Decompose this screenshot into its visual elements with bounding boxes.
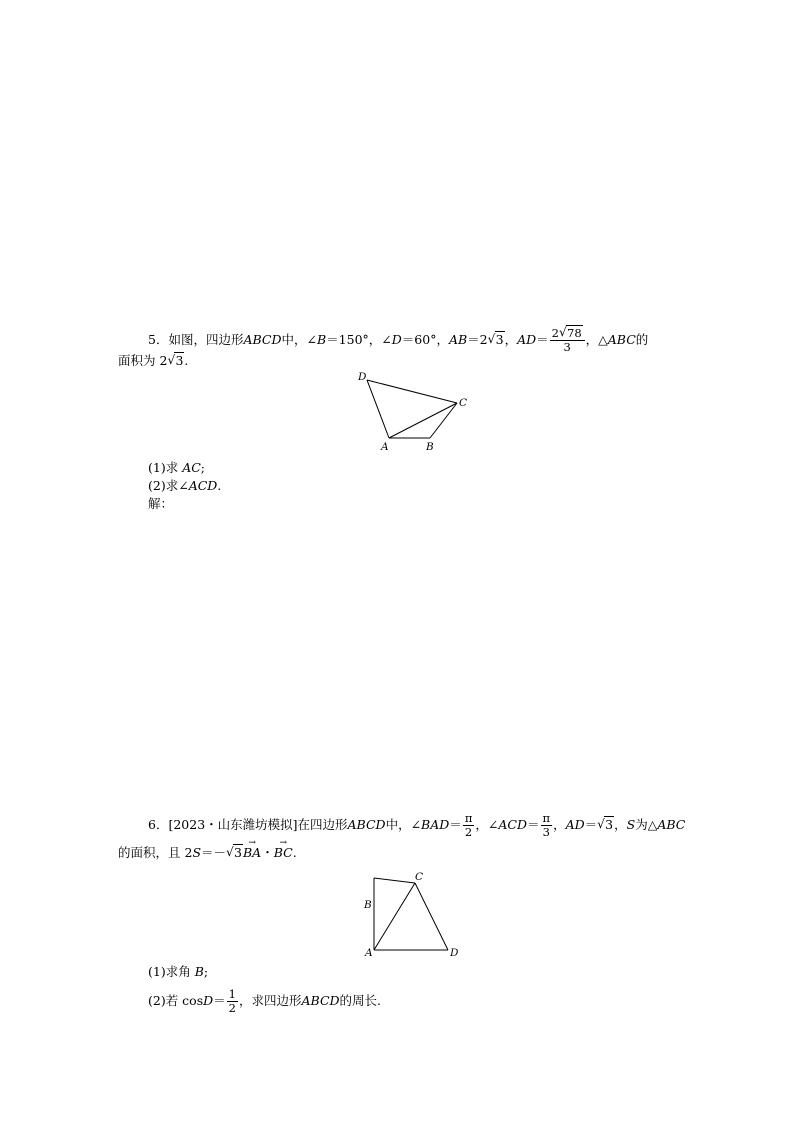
problem6-line2: 的面积，且 2S＝－ √ 3→ BA・→ BC. <box>118 845 297 861</box>
vector-BA: → BA <box>243 845 261 861</box>
edge-DC <box>367 380 457 403</box>
problem5-line2: 面积为 2 √ 3. <box>118 353 189 368</box>
label-C: C <box>459 397 468 409</box>
problem5-question2: (2)求∠ACD. <box>148 478 222 493</box>
problem6-question1: (1)求角 B; <box>148 964 209 979</box>
problem5-question1: (1)求 AC; <box>148 460 205 475</box>
label-D: D <box>450 947 459 959</box>
label-B: B <box>364 899 372 911</box>
vector-BC: → BC <box>274 845 293 861</box>
diagonal-AC <box>389 403 457 438</box>
problem6-question2: (2)若 cosD＝ $\frac{1}{2}$ ，求四边形ABCD的周长. <box>148 987 382 1015</box>
edge-DA <box>367 380 389 438</box>
fraction-ad: 2 √ 78 3 <box>550 327 585 354</box>
problem5-line1-full: 5．如图，四边形ABCD中，∠B＝150°，∠D＝60°，AB＝2 √ 3，AD＝ 2 √ 78 3 ，△ABC的 <box>148 325 649 354</box>
label-A: A <box>365 947 373 959</box>
fraction-pi-3: $\frac{\pi}{3}$ <box>542 811 551 839</box>
label-B: B <box>426 441 434 453</box>
edge-CD <box>415 883 448 950</box>
sqrt-3: √ 3 <box>487 332 504 347</box>
problem6-line1: 6．[2023・山东潍坊模拟]在四边形ABCD中，∠BAD＝ $\frac{\pi}{2}$ ，∠ACD＝ $\frac{\pi}{3}$ ，AD＝ √ 3，S为△ABC <box>148 811 686 839</box>
label-A: A <box>381 441 389 453</box>
fraction-half: $\frac{1}{2}$ <box>228 987 236 1015</box>
problem5-figure <box>350 368 480 456</box>
edge-BC <box>374 878 415 883</box>
label-D: D <box>358 371 367 383</box>
problem6-figure <box>360 868 465 960</box>
answer-label: 解： <box>148 496 174 511</box>
problem-number: 6 <box>148 817 156 832</box>
edge-BC <box>430 403 457 438</box>
label-C: C <box>415 871 424 883</box>
fraction-pi-2: $\frac{\pi}{2}$ <box>464 811 473 839</box>
diagonal-AC <box>374 883 415 950</box>
